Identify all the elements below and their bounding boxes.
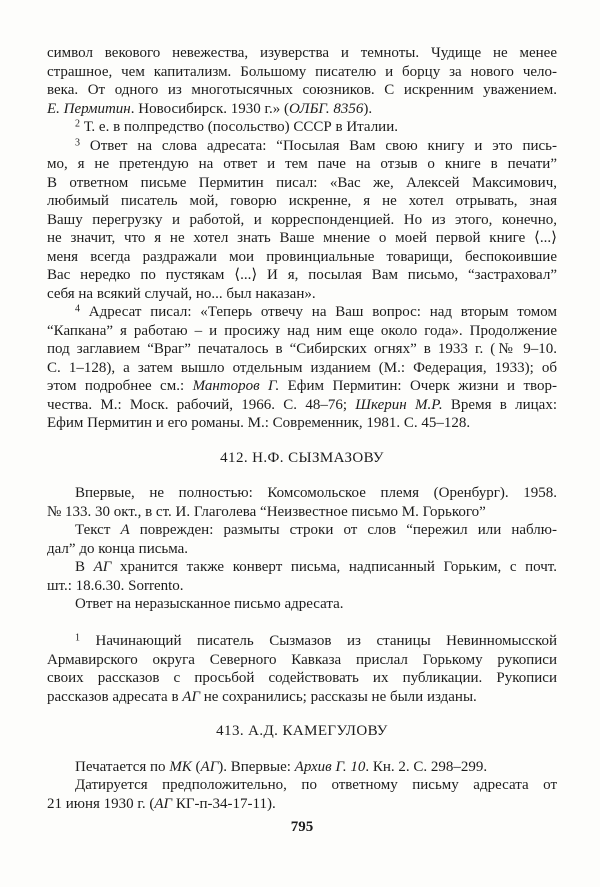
text-run: века. От одного из многотысячных союзников. С искренним уважением. xyxy=(47,82,557,98)
text-run: меня всегда раздражали мои провинциальные товарищи, беспокоившие xyxy=(47,248,557,265)
text-run: 21 июня 1930 г. ( xyxy=(47,795,155,812)
text-run: себя на всякий случай, но... был наказан». xyxy=(47,285,316,302)
text-run: В xyxy=(75,559,94,575)
text-line xyxy=(47,174,557,193)
text-run: Текст xyxy=(75,522,121,538)
text-line xyxy=(47,558,557,577)
text-line xyxy=(47,632,557,651)
text-line xyxy=(47,211,557,230)
paragraph-reply-note xyxy=(47,595,557,614)
text-run: Впервые, не полностью: Комсомольское племя (Оренбург). 1958. xyxy=(75,485,557,501)
text-run: Вашу перегрузку и работой, и корреспонденцией. Но из этого, конечно, xyxy=(47,211,557,228)
footnote-2 xyxy=(47,118,557,137)
text-run: чества. М.: Моск. рабочий, 1966. С. 48–76; xyxy=(47,396,356,413)
italic-text-run: АГ xyxy=(182,688,200,705)
text-run: . Кн. 2. С. 298–299. xyxy=(365,758,488,775)
text-line xyxy=(47,359,557,378)
text-line xyxy=(47,137,557,156)
text-line xyxy=(47,521,557,540)
text-line xyxy=(47,285,557,304)
text-run: Адресат писал: «Теперь отвечу на Ваш вопрос: над вторым томом xyxy=(80,304,557,320)
text-run: шт.: 18.6.30. Sorrento. xyxy=(47,577,184,594)
footnote-marker: 2 xyxy=(75,118,80,130)
text-line xyxy=(47,155,557,174)
text-run: хранится также конверт письма, надписанный Горьким, с почт. xyxy=(111,559,557,575)
text-line xyxy=(47,229,557,248)
text-line xyxy=(47,503,557,522)
text-run: . Новосибирск. 1930 г.» ( xyxy=(130,100,289,117)
footnote-continuation xyxy=(47,44,557,118)
text-run: Вас нередко по пустякам ⟨...⟩ И я, посылая Вам письмо, “застраховал” xyxy=(47,267,557,283)
text-run: Т. е. в полпредство (посольство) СССР в Италии. xyxy=(80,119,398,135)
italic-text-run: Шкерин М.Р. xyxy=(355,396,443,413)
text-run: Время в лицах: xyxy=(442,396,557,413)
text-run: ( xyxy=(191,758,201,775)
footnote-4 xyxy=(47,303,557,433)
text-run: дал” до конца письма. xyxy=(47,540,189,557)
text-line xyxy=(47,118,557,137)
text-run: ). Впервые: xyxy=(218,758,295,775)
text-run: рассказов адресата в xyxy=(47,688,183,705)
text-line xyxy=(47,688,557,707)
text-run: С. 1–128), а затем вышло отдельным изданием (М.: Федерация, 1933); об xyxy=(47,359,557,376)
text-line xyxy=(47,340,557,359)
text-run: любимый писатель мой, говорю искренне, я не хотел отрывать, зная xyxy=(47,193,557,209)
text-line xyxy=(47,651,557,670)
paragraph-source xyxy=(47,758,557,777)
italic-text-run: ОЛБГ. 8356 xyxy=(288,100,364,117)
text-line xyxy=(47,669,557,688)
text-line xyxy=(47,63,557,82)
italic-text-run: АГ xyxy=(154,795,173,812)
text-run: “Капкана” я работаю – и просижу над ним еще около года». Продолжение xyxy=(47,322,557,339)
text-line xyxy=(47,758,557,777)
text-line xyxy=(47,266,557,285)
text-run: этом подробнее см.: xyxy=(47,378,193,394)
text-line xyxy=(47,322,557,341)
text-line xyxy=(47,44,557,63)
text-line xyxy=(47,795,557,814)
text-run: Ответ на неразысканное письмо адресата. xyxy=(75,596,344,612)
text-line xyxy=(47,414,557,433)
italic-text-run: МК xyxy=(169,758,192,775)
text-line xyxy=(47,484,557,503)
italic-text-run: Архив Г. 10 xyxy=(294,758,366,775)
paragraph-dating xyxy=(47,776,557,813)
text-run: № 133. 30 окт., в ст. И. Глаголева “Неизвестное письмо М. Горького” xyxy=(47,503,486,520)
text-line xyxy=(47,192,557,211)
text-run: КГ-п-34-17-11). xyxy=(172,795,276,812)
text-line xyxy=(47,303,557,322)
text-line xyxy=(47,377,557,396)
text-line xyxy=(47,577,557,596)
paragraph-first-publication xyxy=(47,484,557,521)
italic-text-run: АГ xyxy=(200,758,219,775)
text-run: символ векового невежества, изуверства и темноты. Чудище не менее xyxy=(47,45,557,61)
italic-text-run: А xyxy=(120,522,130,538)
text-run: поврежден: размыты строки от слов “пережил или наблю- xyxy=(129,522,557,538)
text-line xyxy=(47,248,557,267)
footnote-marker: 3 xyxy=(75,137,80,148)
text-run: В ответном письме Пермитин писал: «Вас же, Алексей Максимович, xyxy=(47,174,557,191)
italic-text-run: Манторов Г. xyxy=(192,378,280,394)
text-line xyxy=(47,776,557,795)
footnote-marker: 1 xyxy=(75,632,80,644)
text-run: мо, я не претендую на ответ и тем паче на отзыв о книге в печати” xyxy=(47,156,557,172)
text-run: своих рассказов с просьбой содействовать их публикации. Рукописи xyxy=(47,670,557,686)
text-run: Датируется предположительно, по ответному письму адресата от xyxy=(75,777,557,793)
text-line xyxy=(47,540,557,559)
page-number: 795 xyxy=(290,819,314,835)
section-heading-412: 412. Н.Ф. СЫЗМАЗОВУ xyxy=(220,449,384,466)
text-run: Ответ на слова адресата: “Посылая Вам свою книгу и это пись- xyxy=(80,137,557,154)
section-heading-413: 413. А.Д. КАМЕГУЛОВУ xyxy=(216,723,388,739)
footnote-marker: 4 xyxy=(75,303,80,315)
footnote-1 xyxy=(47,632,557,706)
text-run: Печатается по xyxy=(75,758,170,775)
text-run: ). xyxy=(363,100,373,117)
text-run: Ефим Пермитин: Очерк жизни и твор- xyxy=(279,378,557,394)
italic-text-run: АГ xyxy=(93,559,112,575)
text-run: Начинающий писатель Сызмазов из станицы Невинномысской xyxy=(80,633,557,649)
text-line xyxy=(47,100,557,119)
text-line xyxy=(47,81,557,100)
text-run: не значит, что я не хотел знать Ваше мнение о моей первой книге ⟨...⟩ xyxy=(47,230,557,246)
text-run: страшное, чем капитализм. Большому писателю и борцу за нового чело- xyxy=(47,63,557,80)
text-line xyxy=(47,595,557,614)
text-run: Ефим Пермитин и его романы. М.: Современник, 1981. С. 45–128. xyxy=(47,415,471,431)
text-run: Армавирского округа Северного Кавказа прислал Горькому рукописи xyxy=(47,651,557,668)
paragraph-text-damaged xyxy=(47,521,557,558)
italic-text-run: Е. Пермитин xyxy=(47,100,131,117)
text-run: под заглавием “Враг” печаталось в “Сибирских огнях” в 1933 г. (№ 9–10. xyxy=(47,341,557,357)
footnote-3 xyxy=(47,137,557,304)
paragraph-envelope xyxy=(47,558,557,595)
text-line xyxy=(47,396,557,415)
text-run: не сохранились; рассказы не были изданы. xyxy=(199,688,477,705)
